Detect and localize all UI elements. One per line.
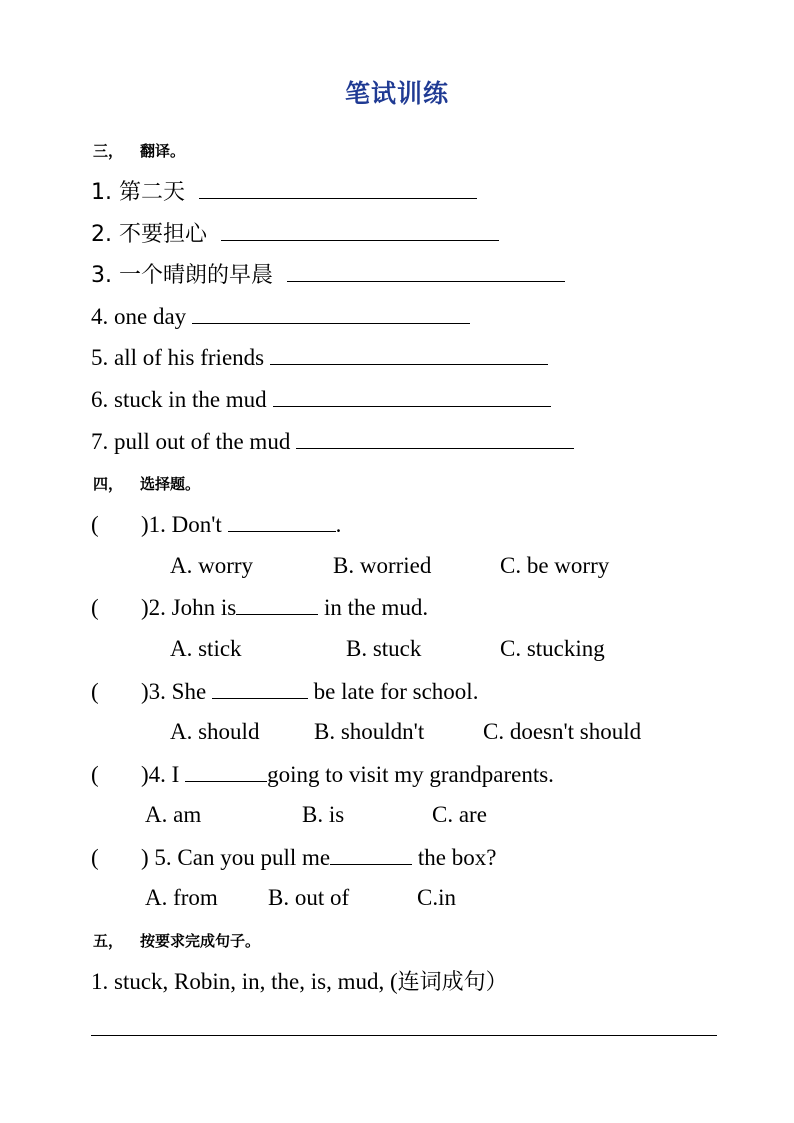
option-c[interactable]: C. stucking <box>500 636 605 661</box>
answer-blank[interactable] <box>296 426 574 449</box>
question-stem-end: . <box>335 512 342 537</box>
answer-blank[interactable] <box>199 176 477 199</box>
answer-blank <box>228 509 336 532</box>
translate-item-5 <box>91 342 548 373</box>
section-label: 按要求完成句子。 <box>140 932 261 950</box>
translate-item-1 <box>91 176 477 208</box>
question-stem: )2. John is <box>141 595 237 620</box>
translate-text: 6. stuck in the mud <box>91 387 267 412</box>
translate-text: 5. all of his friends <box>91 345 265 370</box>
question-stem-end: the box? <box>412 845 497 870</box>
option-a[interactable]: A. should <box>170 719 260 744</box>
translate-item-2 <box>91 218 499 250</box>
answer-line[interactable] <box>91 1035 717 1036</box>
option-b[interactable]: B. worried <box>333 553 432 578</box>
choice-question-5 <box>91 842 496 873</box>
option-b[interactable]: B. stuck <box>346 636 422 661</box>
choice-question-4 <box>91 759 554 790</box>
option-c[interactable]: C. doesn't should <box>483 719 642 744</box>
section-label: 翻译。 <box>140 142 186 160</box>
question-stem-end: in the mud. <box>318 595 429 620</box>
option-c[interactable]: C. are <box>432 802 487 827</box>
option-a[interactable]: A. from <box>145 885 218 910</box>
option-c[interactable]: C. be worry <box>500 553 610 578</box>
answer-blank <box>212 676 308 699</box>
translate-text: 2. 不要担心 <box>91 222 207 247</box>
option-b[interactable]: B. out of <box>268 885 350 910</box>
choice-question-3 <box>91 676 478 707</box>
question-stem: )3. She <box>141 679 212 704</box>
answer-blank[interactable] <box>270 342 548 365</box>
answer-blank[interactable] <box>221 218 499 241</box>
page-title: 笔试训练 <box>344 79 449 108</box>
reorder-words: 1. stuck, Robin, in, the, is, mud, ( <box>91 969 398 994</box>
section-number: 四， <box>93 475 124 493</box>
answer-paren[interactable]: ( <box>91 762 99 787</box>
section-header-translate <box>93 140 185 161</box>
option-a[interactable]: A. am <box>145 802 202 827</box>
section-number: 三， <box>93 142 124 160</box>
section-header-sentence <box>93 930 260 951</box>
answer-paren[interactable]: ( <box>91 845 99 870</box>
choice-question-1 <box>91 509 341 540</box>
answer-blank <box>236 592 318 615</box>
option-a[interactable]: A. worry <box>170 553 254 578</box>
question-stem: )4. I <box>141 762 186 787</box>
question-stem: )1. Don't <box>141 512 228 537</box>
translate-item-7 <box>91 426 574 457</box>
choice-question-2 <box>91 592 428 623</box>
answer-blank[interactable] <box>287 259 565 282</box>
translate-text: 3. 一个晴朗的早晨 <box>91 263 273 288</box>
question-stem: ) 5. Can you pull me <box>141 845 331 870</box>
translate-text: 4. one day <box>91 304 187 329</box>
option-b[interactable]: B. shouldn't <box>314 719 425 744</box>
option-c[interactable]: C.in <box>417 885 456 910</box>
section-label: 选择题。 <box>140 475 201 493</box>
reorder-hint: 连词成句） <box>397 970 508 995</box>
translate-item-3 <box>91 259 565 291</box>
translate-item-4 <box>91 301 470 332</box>
answer-blank[interactable] <box>192 301 470 324</box>
answer-paren[interactable]: ( <box>91 512 99 537</box>
answer-blank <box>185 759 267 782</box>
answer-blank <box>330 842 412 865</box>
answer-paren[interactable]: ( <box>91 679 99 704</box>
translate-text: 7. pull out of the mud <box>91 429 291 454</box>
option-b[interactable]: B. is <box>302 802 345 827</box>
option-a[interactable]: A. stick <box>170 636 242 661</box>
section-header-choice <box>93 473 200 494</box>
translate-text: 1. 第二天 <box>91 180 185 205</box>
answer-paren[interactable]: ( <box>91 595 99 620</box>
answer-blank[interactable] <box>273 384 551 407</box>
question-stem-end: going to visit my grandparents. <box>267 762 554 787</box>
question-stem-end: be late for school. <box>307 679 479 704</box>
section-number: 五， <box>93 932 124 950</box>
translate-item-6 <box>91 384 551 415</box>
reorder-question-1 <box>91 967 508 998</box>
